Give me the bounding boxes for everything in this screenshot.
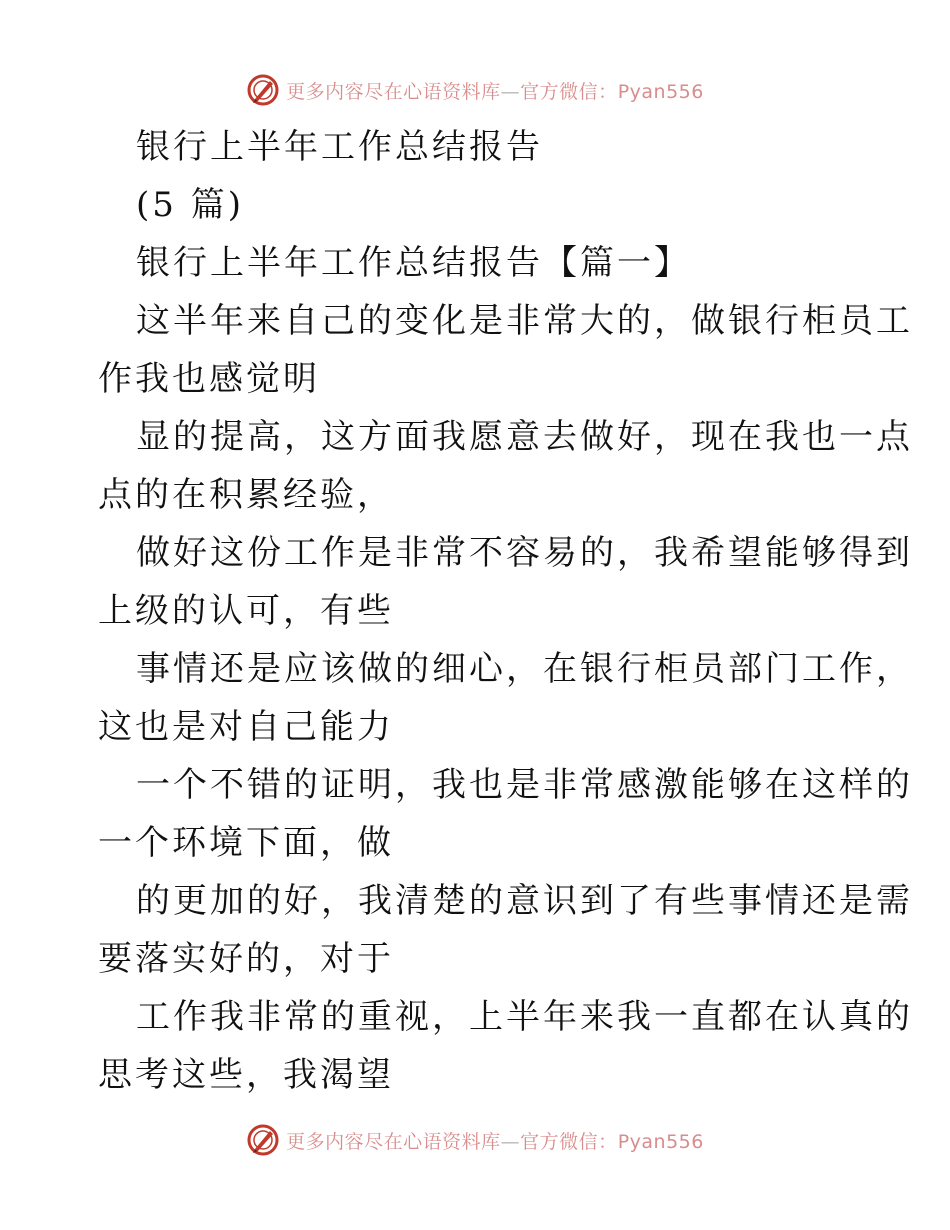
paragraph xyxy=(98,292,913,408)
watermark-banner-top xyxy=(0,70,950,110)
paragraph xyxy=(98,872,913,988)
paragraph-line: 一个环境下面，做 xyxy=(98,823,394,863)
paragraph-line: 工作我非常的重视，上半年来我一直都在认真的 xyxy=(136,997,913,1037)
paragraph xyxy=(98,524,913,640)
paragraph xyxy=(98,408,913,524)
paragraph-line: 作我也感觉明 xyxy=(98,359,320,399)
paragraph-line: 思考这些，我渴望 xyxy=(98,1055,394,1095)
paragraph-line: 一个不错的证明，我也是非常感激能够在这样的 xyxy=(136,765,913,805)
paragraph-line: 点的在积累经验， xyxy=(98,475,394,515)
paragraph-line: 事情还是应该做的细心，在银行柜员部门工作， xyxy=(136,649,913,689)
paragraph-line: 做好这份工作是非常不容易的，我希望能够得到 xyxy=(136,533,913,573)
section-heading: 银行上半年工作总结报告【篇一】 xyxy=(136,243,691,283)
watermark-banner-bottom xyxy=(0,1120,950,1160)
paragraph xyxy=(98,640,913,756)
paragraph-line: 这也是对自己能力 xyxy=(98,707,394,747)
document-body xyxy=(98,118,913,1104)
quill-logo-icon xyxy=(246,73,280,107)
document-title: 银行上半年工作总结报告 xyxy=(136,127,543,167)
watermark-text: 更多内容尽在心语资料库—官方微信：Pyan556 xyxy=(286,80,704,103)
paragraph-line: 的更加的好，我清楚的意识到了有些事情还是需 xyxy=(136,881,913,921)
paragraph-line: 要落实好的，对于 xyxy=(98,939,394,979)
paragraph-line: 显的提高，这方面我愿意去做好，现在我也一点 xyxy=(136,417,913,457)
paragraph xyxy=(98,756,913,872)
watermark-text: 更多内容尽在心语资料库—官方微信：Pyan556 xyxy=(286,1130,704,1153)
quill-logo-icon xyxy=(246,1123,280,1157)
paragraph xyxy=(98,988,913,1104)
paragraph-line: 上级的认可，有些 xyxy=(98,591,394,631)
document-subtitle: (5 篇) xyxy=(136,185,244,225)
paragraph-line: 这半年来自己的变化是非常大的，做银行柜员工 xyxy=(136,301,913,341)
